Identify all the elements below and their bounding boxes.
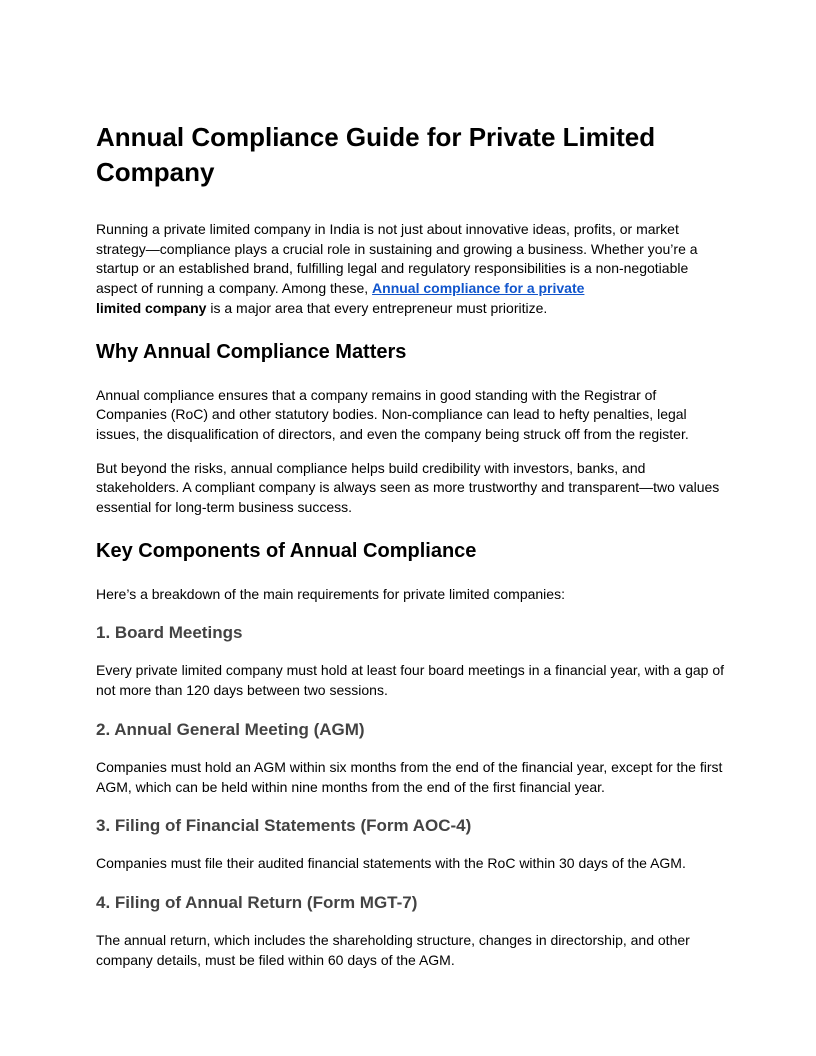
why-paragraph-2: But beyond the risks, annual compliance helps build credibility with investors, banks, and stakeholders. A compliant company is always seen as more trustworthy and transparent—two values essential for long-term business success. <box>96 459 720 516</box>
agm-heading: 2. Annual General Meeting (AGM) <box>96 719 365 739</box>
why-heading: Why Annual Compliance Matters <box>96 340 407 363</box>
annual-return-text: The annual return, which includes the shareholding structure, changes in directorship, and other company details, must be filed within 60 days of the AGM. <box>96 931 690 968</box>
financial-statements-heading: 3. Filing of Financial Statements (Form AOC-4) <box>96 816 472 836</box>
key-components-heading: Key Components of Annual Compliance <box>96 539 477 562</box>
key-components-intro: Here’s a breakdown of the main requirements for private limited companies: <box>96 585 565 602</box>
agm-text: Companies must hold an AGM within six months from the end of the financial year, except for the first AGM, which can be held within nine months from the end of the first financial year. <box>96 758 723 795</box>
intro-bold-text: limited company <box>96 299 207 316</box>
board-meetings-text: Every private limited company must hold at least four board meetings in a financial year, with a gap of not more than 120 days between two sessions. <box>96 662 724 699</box>
intro-text: Running a private limited company in India is not just about innovative ideas, profits, or market strategy—compliance plays a crucial role in sustaining and growing a business. Whether you’re a startup or an established brand, fulfilling legal and regulatory responsibilities is a non-negotiable aspect of running a company. Among these, <box>96 221 698 297</box>
intro-text-end: is a major area that every entrepreneur must prioritize. <box>206 299 548 316</box>
intro-paragraph <box>96 220 724 319</box>
document-page <box>96 120 724 984</box>
financial-statements-text: Companies must file their audited financial statements with the RoC within 30 days of the AGM. <box>96 855 686 872</box>
document-title: Annual Compliance Guide for Private Limited Company <box>96 122 656 187</box>
why-paragraph-1: Annual compliance ensures that a company remains in good standing with the Registrar of Companies (RoC) and other statutory bodies. Non-compliance can lead to hefty penalties, legal issues, the disqualification of directors, and even the company being struck off from the register. <box>96 386 689 442</box>
board-meetings-heading: 1. Board Meetings <box>96 623 243 643</box>
annual-return-heading: 4. Filing of Annual Return (Form MGT-7) <box>96 892 418 912</box>
annual-compliance-link[interactable]: Annual compliance for a private <box>372 280 585 297</box>
